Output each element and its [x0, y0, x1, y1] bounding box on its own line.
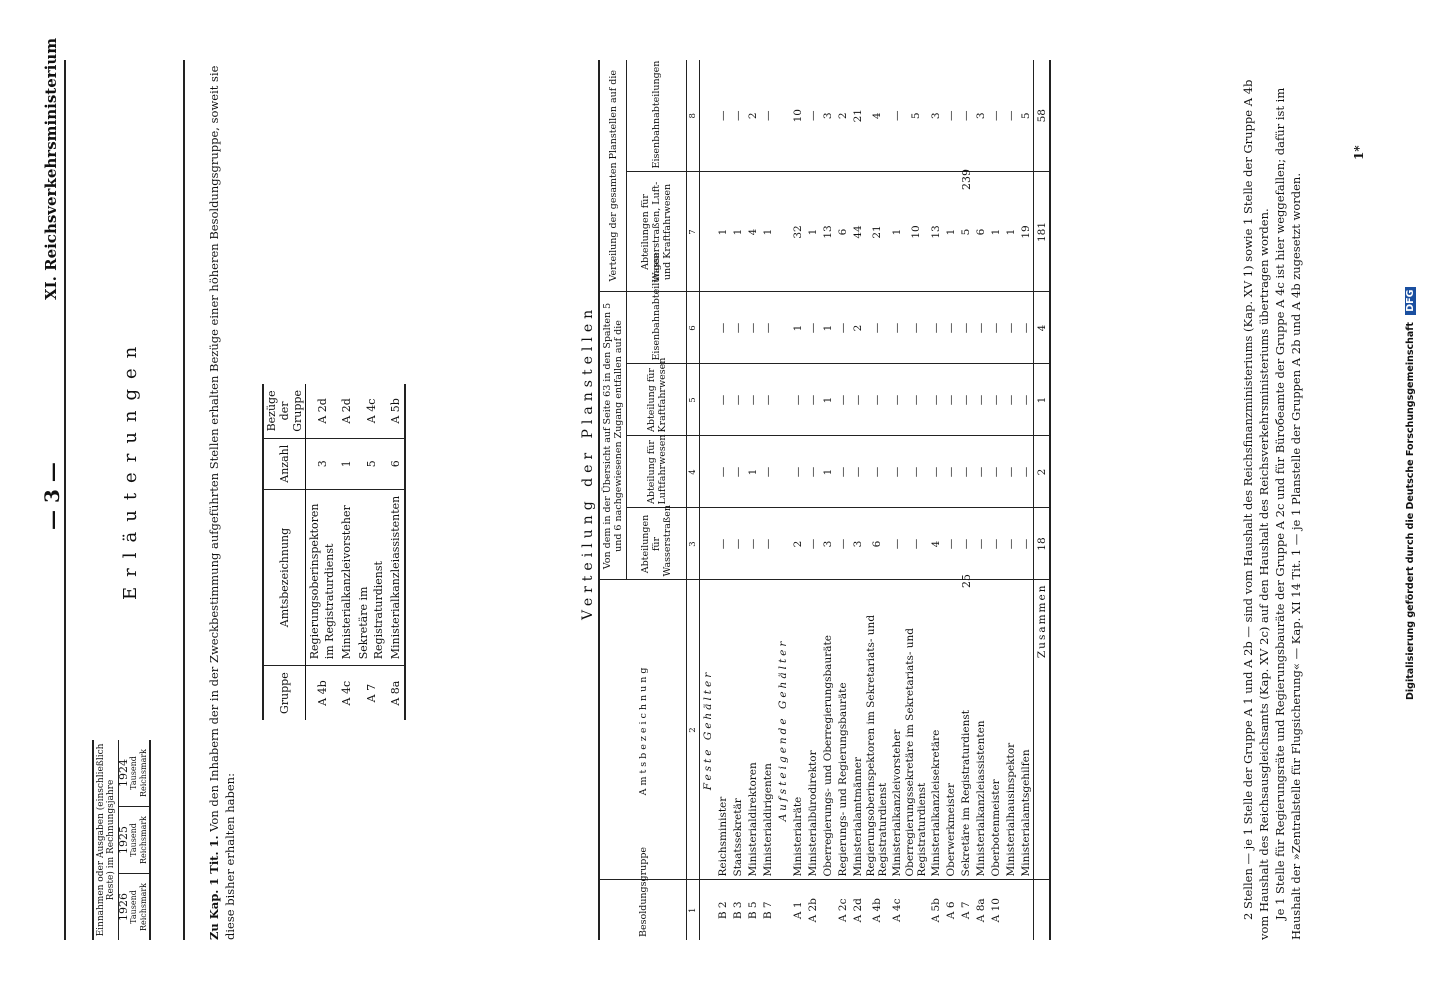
t1-header-bezuege: Bezüge der Gruppe	[263, 384, 306, 438]
total-planstellen: 239	[960, 169, 973, 190]
revenue-box	[92, 740, 151, 940]
t2-group-header-verteilung: Verteilung der gesamten Planstellen auf die	[599, 60, 627, 292]
t2-sub-eisenbahn: Eisenbahnabteilungen	[627, 292, 687, 364]
table-row: A 4c Ministerialkanzleivorsteher — — — — 1 —	[889, 60, 904, 940]
total-zugang: 25	[960, 574, 973, 588]
table-row: A 2b Ministerialbürodirektor — — — — 1 —	[805, 60, 820, 940]
digitization-note: Digitalisierung gefördert durch die Deutsche Forschungsgemeinschaft DFG	[1405, 287, 1416, 700]
t1-header-anzahl: Anzahl	[263, 438, 306, 489]
table-row: A 4b Regierungsoberinspektoren im Registraturdienst 3 A 2d	[306, 384, 339, 720]
section-title: Erläuterungen	[120, 336, 141, 600]
table-row: Oberregierungs- und Oberregierungsbauräte 3 1 1 1 13 3	[820, 60, 835, 940]
table-row: A 2c Regierungs- und Regierungsbauräte — — — — 6 2	[835, 60, 850, 940]
t1-header-amt: Amtsbezeichnung	[263, 489, 306, 666]
signature-mark: 1*	[1352, 145, 1366, 160]
revenue-box-title: Einnahmen oder Ausgaben (einschließlich Reste) im Rechnungsjahre	[92, 740, 119, 940]
sum-row: Zusammen 18 2 1 4 181 58	[1034, 60, 1051, 940]
table-row: A 5b Ministerialkanzleisekretäre 4 — — — 13 3	[928, 60, 943, 940]
t1-header-gruppe: Gruppe	[263, 666, 306, 720]
table-planstellen	[598, 60, 1051, 940]
t2-sub-wasser-luft-kraft: Abteilungen für Wasserstraßen, Luft- und Kraftfahrwesen	[627, 172, 687, 292]
table-row: A 8a Ministerialkanzleiassistenten — — — — 6 3	[973, 60, 988, 940]
table-row: A 7 Sekretäre im Registraturdienst 5 A 4c	[355, 384, 387, 720]
planstellen-title: Verteilung der Planstellen	[580, 304, 596, 620]
intro-label: Zu Kap. 1 Tit. 1.	[207, 835, 221, 940]
table-row: A 10 Oberbotenmeister — — — — 1 —	[988, 60, 1003, 940]
t2-header-amt: Amtsbezeichnung	[599, 580, 687, 880]
year-1924: 1924	[117, 759, 130, 787]
t2-header-gruppe: Besoldungsgruppe	[637, 846, 649, 937]
table-row: A 2d Ministerialamtmänner 3 — — 2 44 21	[850, 60, 865, 940]
footnotes	[1240, 60, 1304, 940]
table-row: A 6 Oberwerkmeister — — — — 1 —	[943, 60, 958, 940]
t2-sub-luft: Abteilung für Luftfahrwesen	[627, 436, 687, 508]
table-row: A 4b Regierungsoberinspektoren im Sekretariats- und Registraturdienst 6 — — — 21 4	[865, 60, 889, 940]
t2-column-numbers: 1 2 3 4 5 6 7 8	[687, 60, 700, 940]
section-feste: Feste Gehälter	[700, 60, 716, 940]
table-higher-groups	[262, 384, 406, 720]
t2-sub-wasser: Abteilungen für Wasserstraßen	[627, 508, 687, 580]
unit-1924: Tausend Reichsmark	[129, 748, 148, 798]
page-number: — 3 —	[40, 462, 64, 530]
table-row: B 2 Reichsminister — — — — 1 —	[715, 60, 730, 940]
footnote-1: 2 Stellen — je 1 Stelle der Gruppe A 1 und A 2b — sind vom Haushalt des Reichsfinanzministeriums (Kap. XV 1) sowie 1 Stelle der Gruppe A 4b vom Haushalt des Reichsausgleichsamts (Kap. XV 2c) auf den Haushalt des Reichsverkehrsministeriums übertragen worden.	[1241, 79, 1271, 940]
t2-sub-eisenbahn-total: Eisenbahnabteilungen	[627, 60, 687, 172]
footnote-2: Je 1 Stelle für Regierungsräte und Regierungsbauräte der Gruppe A 2c und für Büroбeamte der Gruppe A 4c ist hier weggefallen; dafür ist im Haushalt der »Zentralstelle für Flugsicherung« — Kap. XI 14 Tit. 1 — je 1 Planstelle der Gruppen A 2b und A 4b zugesetzt worden.	[1273, 87, 1303, 940]
table-row: A 4c Ministerialkanzleivorsteher 1 A 2d	[338, 384, 355, 720]
t2-sub-kraft: Abteilung für Kraftfahrwesen	[627, 364, 687, 436]
dfg-logo: DFG	[1405, 287, 1416, 315]
table-row: Ministerialamtsgehilfen — — — — 19 5	[1018, 60, 1034, 940]
table-row: Oberregierungssekretäre im Sekretariats- und Registraturdienst — — — — 10 5	[904, 60, 928, 940]
table-row: B 3 Staatssekretär — — — — 1 —	[730, 60, 745, 940]
second-rule	[183, 60, 185, 940]
table-row: Ministerialhausinspektor — — — — 1 —	[1003, 60, 1018, 940]
unit-1926: Tausend Reichsmark	[129, 882, 148, 932]
section-aufsteigende: Aufsteigende Gehälter	[775, 60, 790, 940]
top-rule	[64, 60, 66, 940]
t2-group-header-zugang: Von dem in der Übersicht auf Seite 63 in den Spalten 5 und 6 nachgewiesenen Zugang entfallen auf die	[599, 292, 627, 580]
table-row: A 7 Sekretäre im Registraturdienst — — — — 5 —	[958, 60, 973, 940]
year-1926: 1926	[117, 893, 130, 921]
table-row: A 8a Ministerialkanzleiassistenten 6 A 5b	[387, 384, 405, 720]
unit-1925: Tausend Reichsmark	[129, 815, 148, 865]
year-1925: 1925	[117, 826, 130, 854]
running-head: XI. Reichsverkehrsministerium	[42, 37, 60, 300]
table-row: B 5 Ministerialdirektoren — 1 — — 4 2	[745, 60, 760, 940]
table-row: B 7 Ministerialdirigenten — — — — 1 —	[760, 60, 775, 940]
table-row: A 1 Ministerialräte 2 — — 1 32 10	[790, 60, 805, 940]
intro-paragraph	[206, 60, 238, 940]
intro-text: Von den Inhabern der in der Zweckbestimmung aufgeführten Stellen erhalten Bezüge einer höheren Besoldungsgruppe, soweit sie diese bisher erhalten haben:	[207, 65, 237, 940]
